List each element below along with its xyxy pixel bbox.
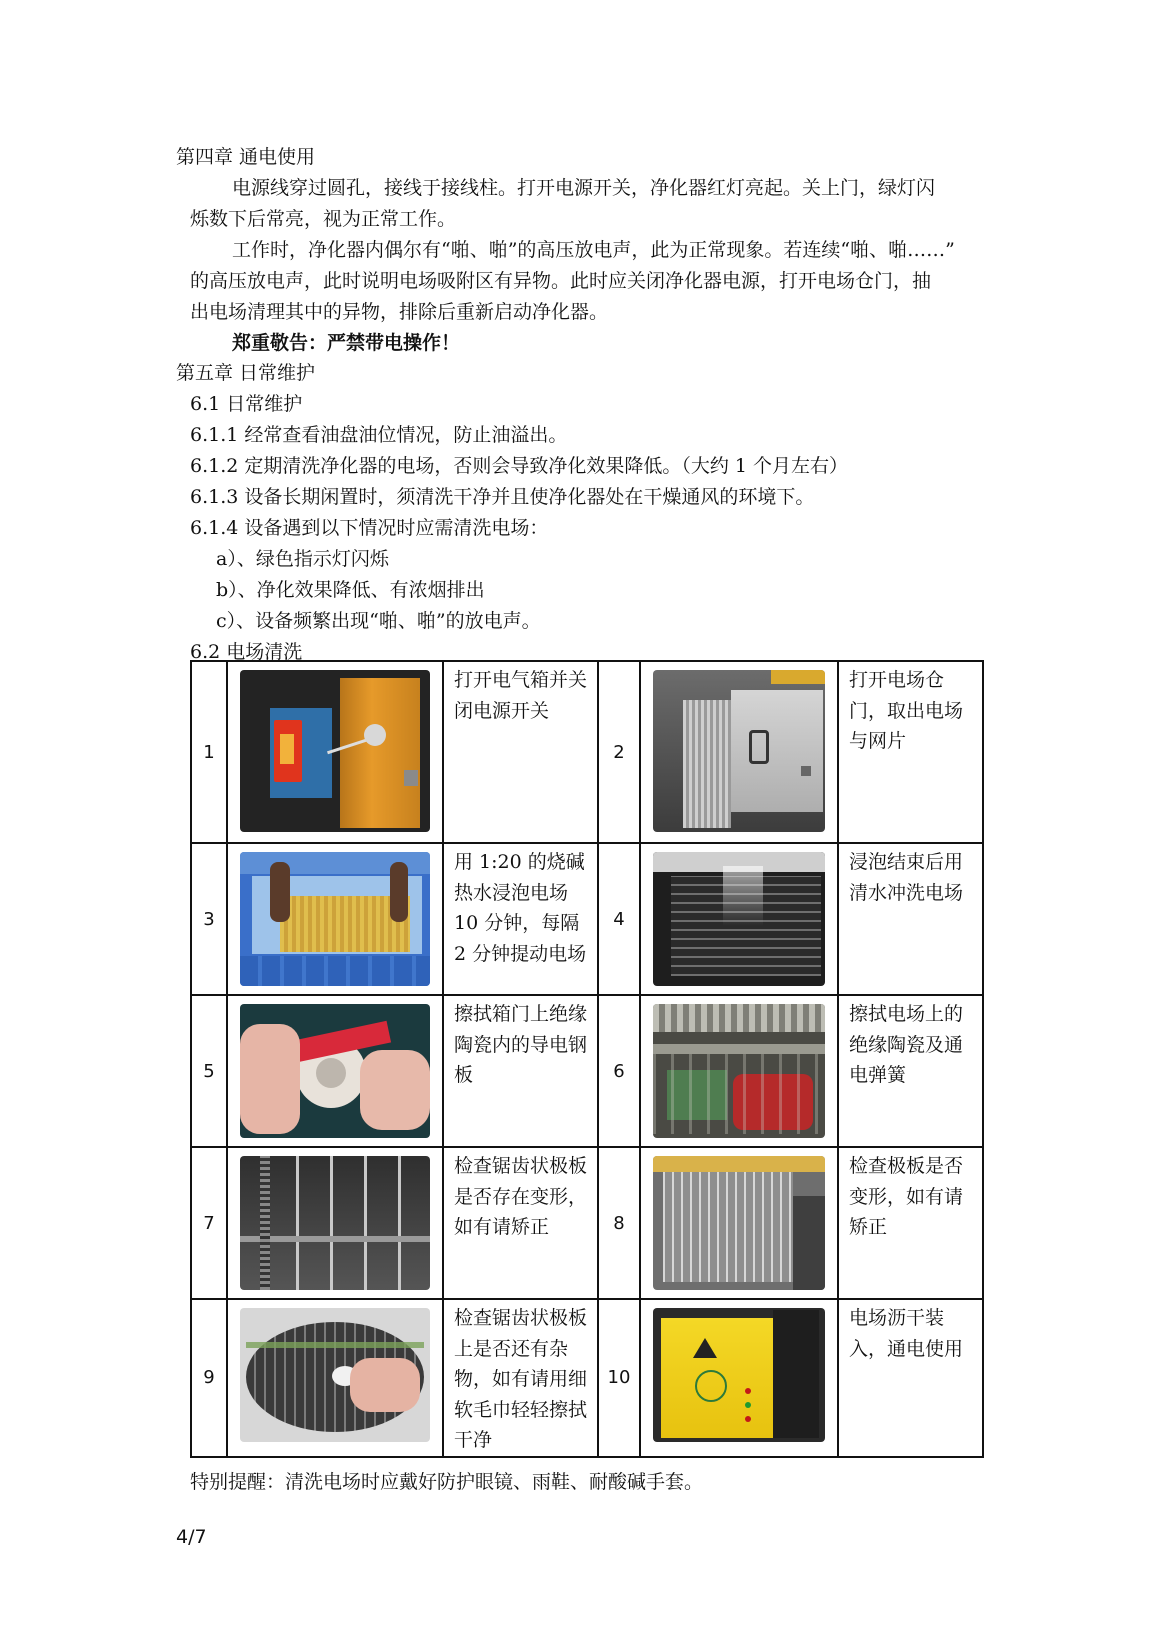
- step-number: 7: [191, 1147, 227, 1299]
- step-image-cell: [640, 995, 838, 1147]
- step-description: 检查锯齿状极板是否存在变形，如有请矫正: [443, 1147, 598, 1299]
- sawtooth-plates-photo: [240, 1156, 430, 1290]
- step-description: 打开电气箱并关闭电源开关: [443, 661, 598, 843]
- step-image-cell: [227, 1147, 443, 1299]
- step-number: 9: [191, 1299, 227, 1457]
- section-6-1: 6.1 日常维护: [190, 393, 303, 415]
- step-description: 擦拭箱门上绝缘陶瓷内的导电钢板: [443, 995, 598, 1147]
- chapter4-title: 第四章 通电使用: [176, 146, 316, 168]
- cleaning-steps-table: [190, 660, 984, 1458]
- page-number: 4/7: [176, 1526, 207, 1548]
- chapter4-p2-line3: 出电场清理其中的异物，排除后重新启动净化器。: [190, 301, 609, 323]
- table-row: [191, 1147, 983, 1299]
- electric-field-removal-photo: [653, 670, 825, 832]
- section-6-1-4: 6.1.4 设备遇到以下情况时应需清洗电场：: [190, 517, 549, 539]
- chapter4-p1-line2: 烁数下后常亮，视为正常工作。: [190, 208, 457, 230]
- wiping-spring-photo: [653, 1004, 825, 1138]
- section-6-1-1: 6.1.1 经常查看油盘油位情况，防止油溢出。: [190, 424, 568, 446]
- list-item-a: a）、绿色指示灯闪烁: [216, 548, 389, 570]
- step-number: 1: [191, 661, 227, 843]
- list-item-b: b）、净化效果降低、有浓烟排出: [216, 579, 485, 601]
- step-description: 用 1:20 的烧碱热水浸泡电场 10 分钟，每隔 2 分钟提动电场: [443, 843, 598, 995]
- towel-wipe-photo: [240, 1308, 430, 1442]
- section-6-1-3: 6.1.3 设备长期闲置时，须清洗干净并且使净化器处在干燥通风的环境下。: [190, 486, 815, 508]
- step-description: 电场沥干装入，通电使用: [838, 1299, 983, 1457]
- safety-warning: 郑重敬告：严禁带电操作！: [232, 332, 461, 354]
- table-row: [191, 995, 983, 1147]
- step-image-cell: [640, 1147, 838, 1299]
- table-row: [191, 661, 983, 843]
- step-image-cell: [640, 843, 838, 995]
- chapter4-p1-line1: 电源线穿过圆孔，接线于接线柱。打开电源开关，净化器红灯亮起。关上门，绿灯闪: [232, 177, 936, 199]
- step-description: 擦拭电场上的绝缘陶瓷及通电弹簧: [838, 995, 983, 1147]
- step-description: 检查锯齿状极板上是否还有杂物，如有请用细软毛巾轻轻擦拭干净: [443, 1299, 598, 1457]
- step-image-cell: [227, 995, 443, 1147]
- plate-check-photo: [653, 1156, 825, 1290]
- step-description: 打开电场仓门，取出电场与网片: [838, 661, 983, 843]
- step-image-cell: [227, 843, 443, 995]
- table-row: [191, 843, 983, 995]
- electrical-box-switch-photo: [240, 670, 430, 832]
- yellow-purifier-photo: [653, 1308, 825, 1442]
- step-image-cell: [227, 661, 443, 843]
- chapter4-p2-line1: 工作时，净化器内偶尔有“啪、啪”的高压放电声，此为正常现象。若连续“啪、啪……”: [232, 239, 955, 261]
- section-6-2: 6.2 电场清洗: [190, 641, 303, 663]
- step-description: 检查极板是否变形，如有请矫正: [838, 1147, 983, 1299]
- step-image-cell: [640, 1299, 838, 1457]
- wiping-ceramic-photo: [240, 1004, 430, 1138]
- table-row: [191, 1299, 983, 1457]
- step-number: 3: [191, 843, 227, 995]
- step-number: 6: [598, 995, 640, 1147]
- step-number: 8: [598, 1147, 640, 1299]
- section-6-1-2: 6.1.2 定期清洗净化器的电场，否则会导致净化效果降低。（大约 1 个月左右）: [190, 455, 849, 477]
- step-description: 浸泡结束后用清水冲洗电场: [838, 843, 983, 995]
- chapter4-p2-line2: 的高压放电声，此时说明电场吸附区有异物。此时应关闭净化器电源，打开电场仓门，抽: [190, 270, 932, 292]
- chapter5-title: 第五章 日常维护: [176, 362, 316, 384]
- step-number: 5: [191, 995, 227, 1147]
- step-image-cell: [227, 1299, 443, 1457]
- special-reminder: 特别提醒：清洗电场时应戴好防护眼镜、雨鞋、耐酸碱手套。: [190, 1471, 704, 1493]
- step-number: 10: [598, 1299, 640, 1457]
- rinsing-field-photo: [653, 852, 825, 986]
- soaking-in-tub-photo: [240, 852, 430, 986]
- step-number: 4: [598, 843, 640, 995]
- list-item-c: c）、设备频繁出现“啪、啪”的放电声。: [216, 610, 541, 632]
- step-image-cell: [640, 661, 838, 843]
- step-number: 2: [598, 661, 640, 843]
